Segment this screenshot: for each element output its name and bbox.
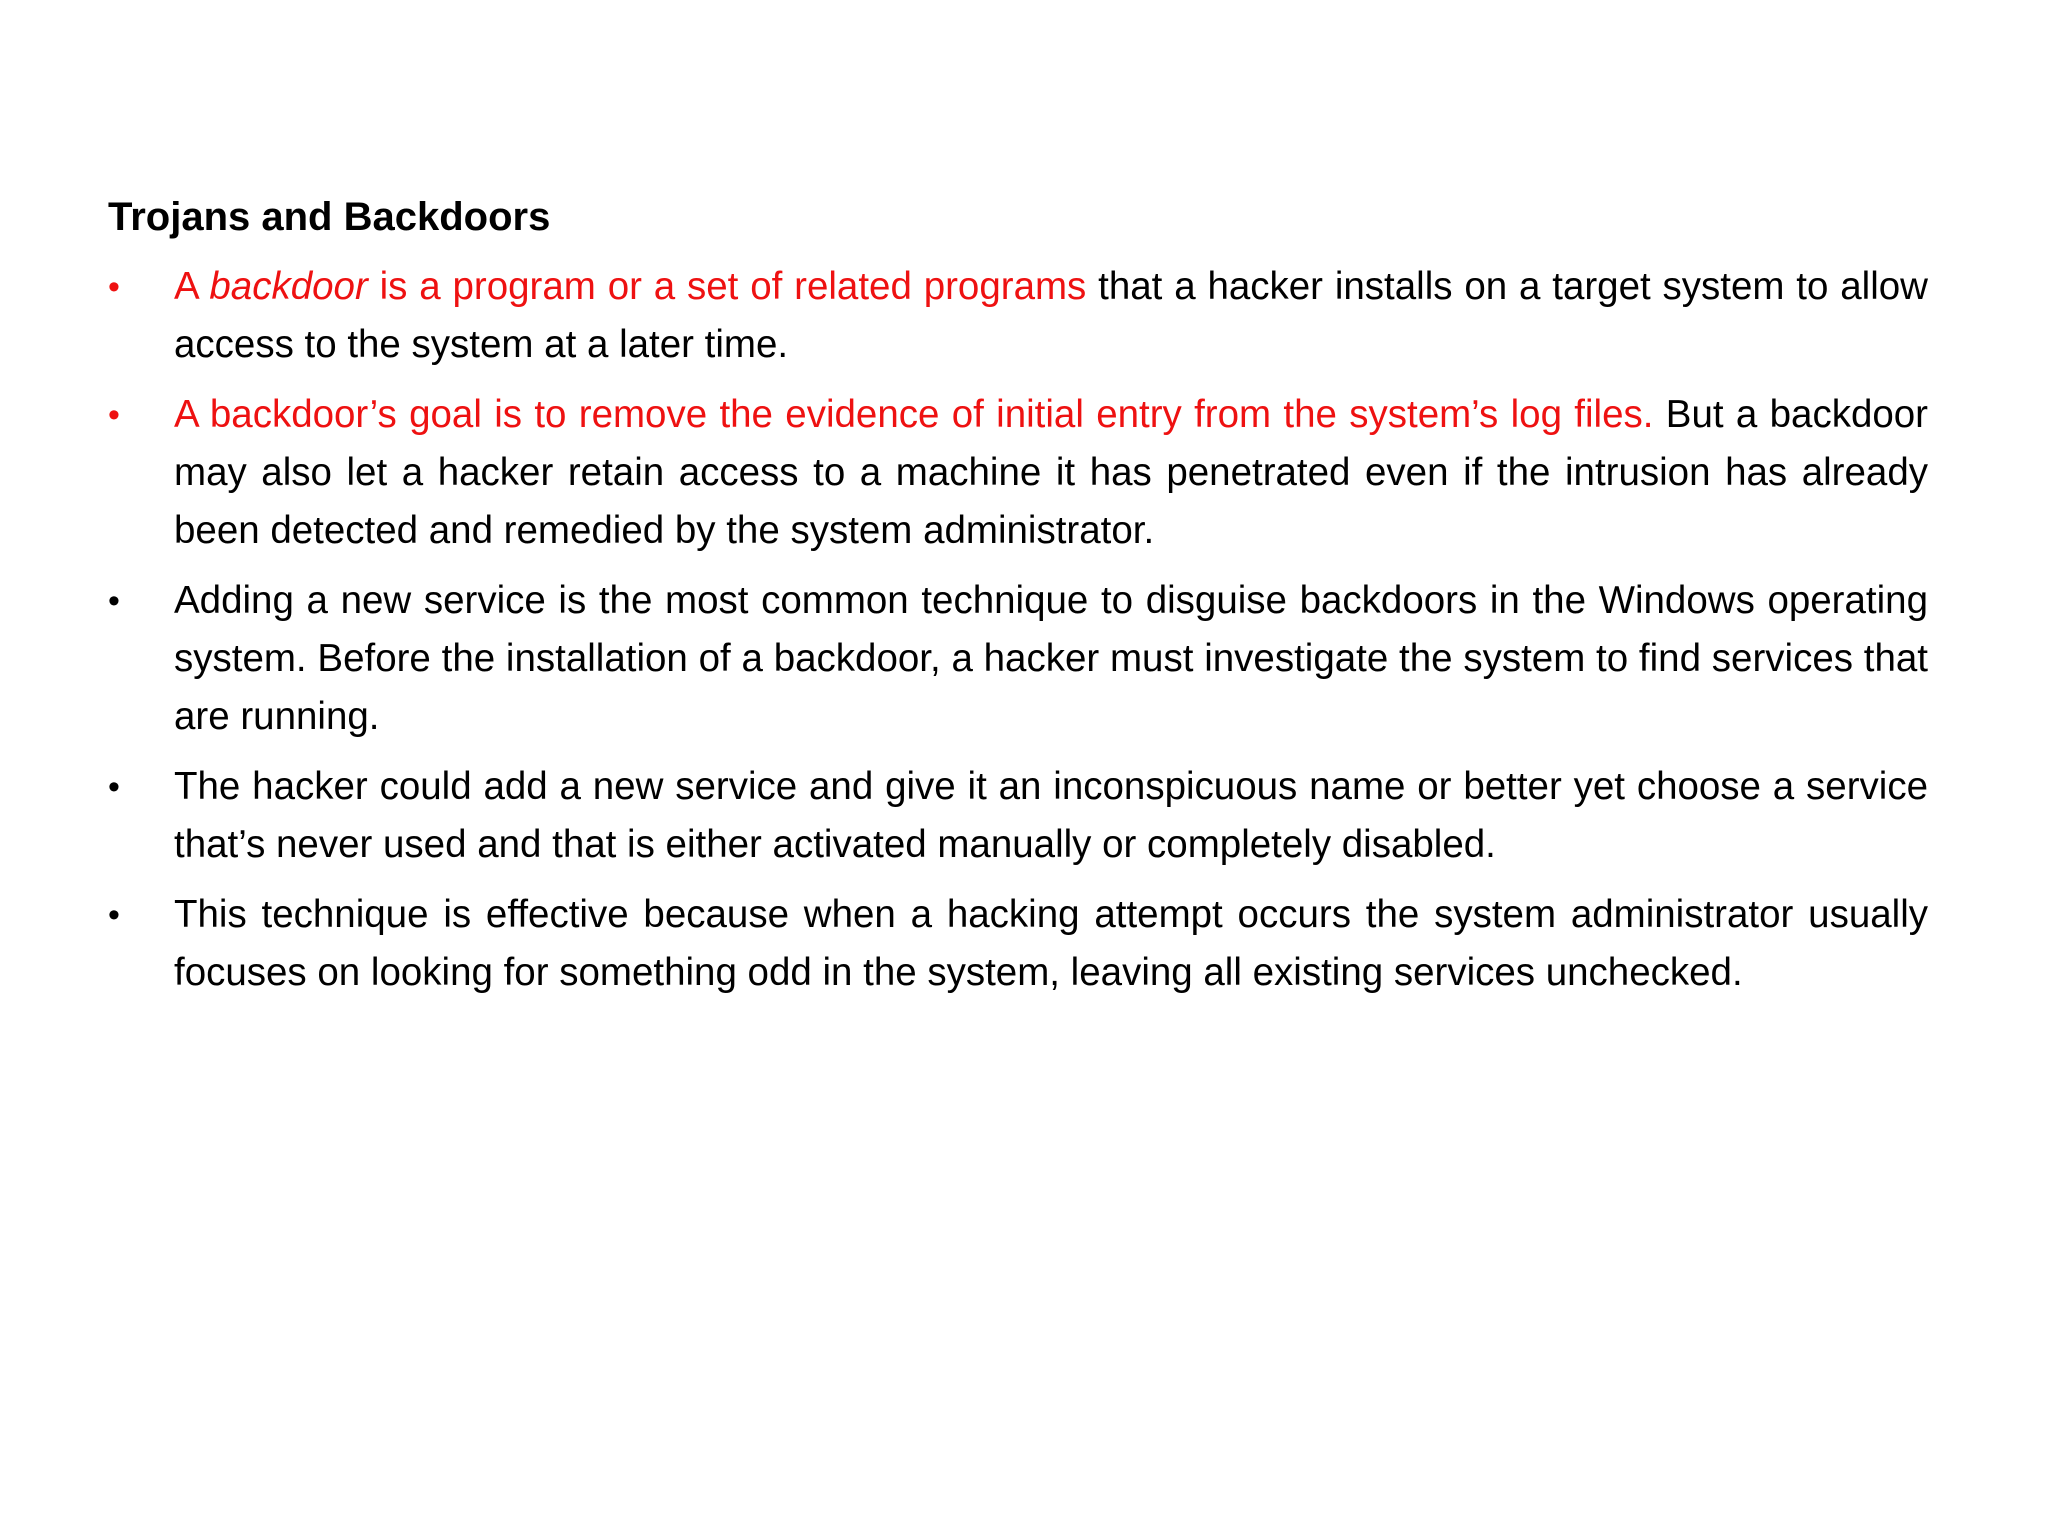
bullet-marker: • [108,268,120,306]
bullet-1-highlight-b: is a program or a set of related programs [367,265,1087,308]
bullet-marker: • [108,582,120,620]
bullet-item-4 [108,758,1928,874]
bullet-item-2 [108,386,1928,560]
bullet-marker: • [108,396,120,434]
slide-title: Trojans and Backdoors [108,195,551,239]
bullet-1-highlight-a: A [174,265,210,308]
bullet-5-text: This technique is effective because when a hacking attempt occurs the system administrator usually focuses on looking for something odd in the system, leaving all existing services unchecked. [174,893,1928,994]
bullet-2-text: But a backdoor may also let a hacker retain access to a machine it has penetrated even if the intrusion has already been detected and remedied by the system administrator. [174,393,1928,552]
bullet-marker: • [108,896,120,934]
bullet-item-3 [108,572,1928,746]
bullet-1-highlight-term: backdoor [209,265,368,308]
slide-content [108,188,1928,1014]
bullet-item-5 [108,886,1928,1002]
bullet-3-text: Adding a new service is the most common technique to disguise backdoors in the Windows operating system. Before the installation of a backdoor, a hacker must investigate the system to find services that are running. [174,579,1928,738]
bullet-4-text: The hacker could add a new service and give it an inconspicuous name or better yet choose a service that’s never used and that is either activated manually or completely disabled. [174,765,1928,866]
bullet-item-1 [108,258,1928,374]
bullet-1-text: that a hacker installs on a target system to allow access to the system at a later time. [174,265,1928,366]
bullet-2-highlight: A backdoor’s goal is to remove the evidence of initial entry from the system’s log files. [174,393,1654,436]
bullet-list [108,258,1928,1002]
bullet-marker: • [108,768,120,806]
